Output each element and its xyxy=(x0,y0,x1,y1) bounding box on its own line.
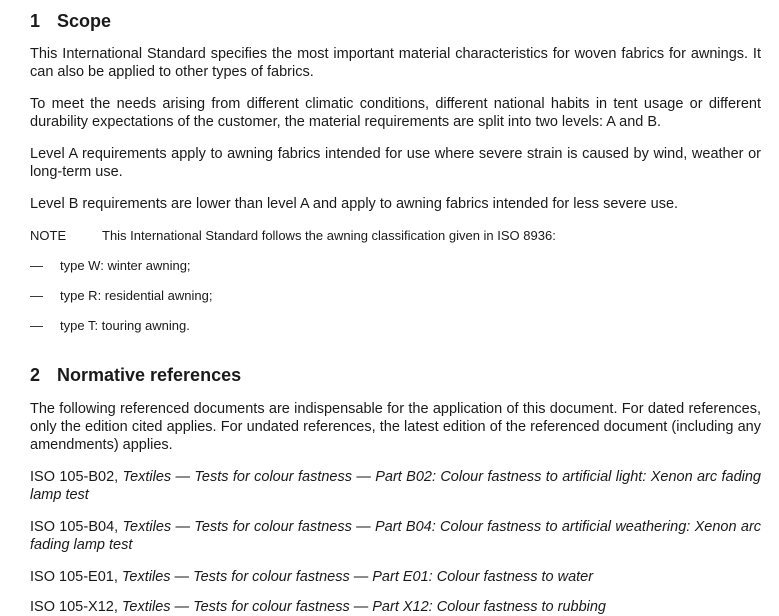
list-item xyxy=(30,288,761,304)
list-dash: — xyxy=(30,288,43,303)
list-item-text: type T: touring awning. xyxy=(60,318,190,333)
list-item xyxy=(30,318,761,334)
list-item xyxy=(30,258,761,274)
scope-paragraph-3: Level A requirements apply to awning fabrics intended for use where severe strain is caused by wind, weather or long-term use. xyxy=(30,146,761,180)
list-item-text: type W: winter awning; xyxy=(60,258,191,273)
reference-entry xyxy=(30,598,761,616)
reference-code: ISO 105-E01, xyxy=(30,569,118,585)
list-dash: — xyxy=(30,258,43,273)
reference-code: ISO 105-B02, xyxy=(30,469,119,485)
reference-title: Textiles — Tests for colour fastness — Part E01: Colour fastness to water xyxy=(121,569,594,585)
reference-entry xyxy=(30,468,761,504)
reference-code: ISO 105-B04, xyxy=(30,519,119,535)
section-2-title: Normative references xyxy=(57,365,242,385)
reference-title: Textiles — Tests for colour fastness — Part B02: Colour fastness to artificial light: Xenon arc fading lamp test xyxy=(30,469,761,503)
section-1-heading xyxy=(30,10,761,32)
scope-paragraph-2: To meet the needs arising from different climatic conditions, different national habits in tent usage or different durability expectations of the customer, the material requirements are split into two levels: A and B. xyxy=(30,96,761,130)
note-label: NOTE xyxy=(30,228,67,243)
section-1-number: 1 xyxy=(30,11,41,31)
list-item-text: type R: residential awning; xyxy=(60,288,213,303)
reference-entry xyxy=(30,518,761,554)
reference-entry xyxy=(30,568,761,586)
section-1-title: Scope xyxy=(57,11,112,31)
list-dash: — xyxy=(30,318,43,333)
reference-code: ISO 105-X12, xyxy=(30,599,118,615)
scope-note xyxy=(30,228,761,244)
references-intro: The following referenced documents are indispensable for the application of this document. For dated references, only the edition cited applies. For undated references, the latest edition of the referenced document (including any amendments) applies. xyxy=(30,401,761,453)
note-text: This International Standard follows the awning classification given in ISO 8936: xyxy=(102,228,556,243)
scope-paragraph-1: This International Standard specifies the most important material characteristics for woven fabrics for awnings. It can also be applied to other types of fabrics. xyxy=(30,46,761,80)
section-2-number: 2 xyxy=(30,365,41,385)
reference-title: Textiles — Tests for colour fastness — Part B04: Colour fastness to artificial weathering: Xenon arc fading lamp test xyxy=(30,519,762,553)
scope-paragraph-4: Level B requirements are lower than level A and apply to awning fabrics intended for less severe use. xyxy=(30,196,679,212)
section-2-heading xyxy=(30,364,761,386)
reference-title: Textiles — Tests for colour fastness — Part X12: Colour fastness to rubbing xyxy=(121,599,606,615)
